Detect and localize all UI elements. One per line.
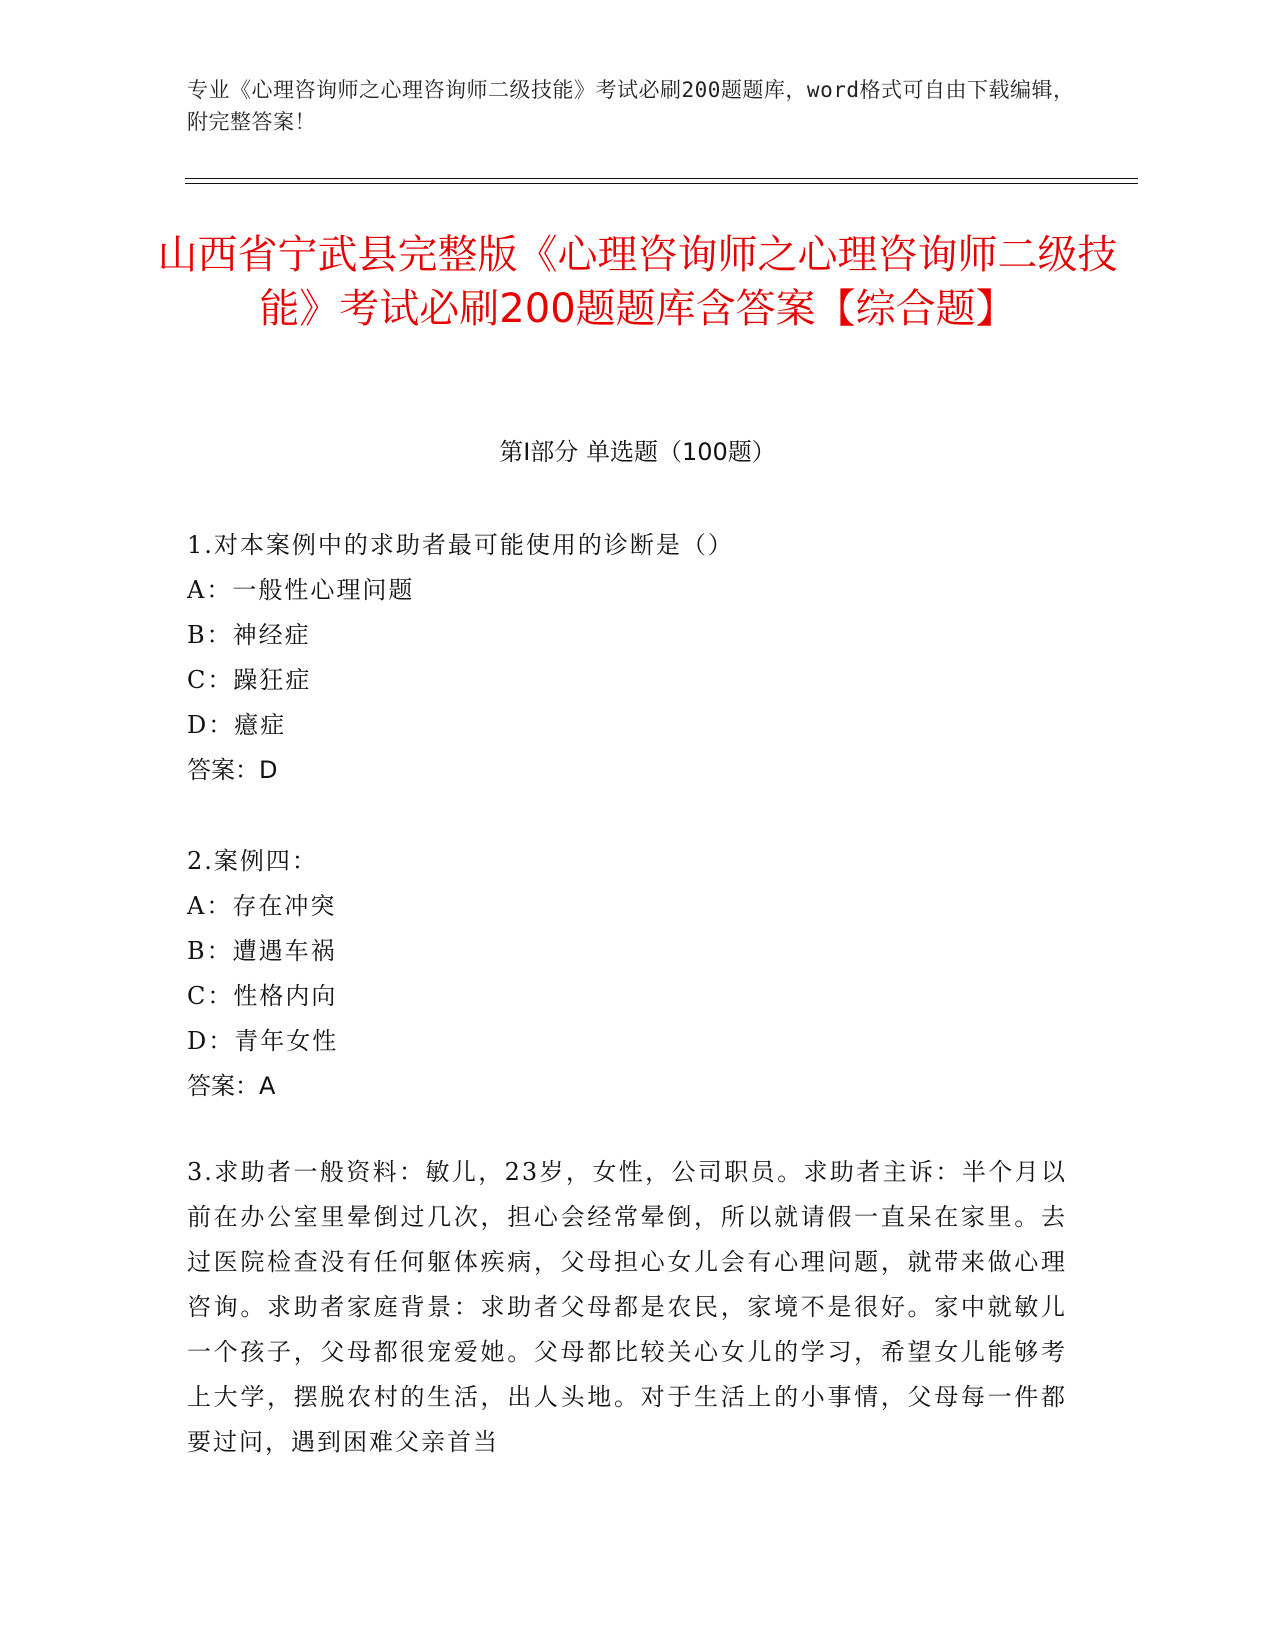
question-stem: 2.案例四： bbox=[187, 847, 318, 875]
question-1 bbox=[187, 523, 1067, 793]
question-stem: 1.对本案例中的求助者最可能使用的诊断是（） bbox=[187, 531, 734, 559]
answer-line: 答案：A bbox=[187, 1072, 276, 1100]
option-b: B：遭遇车祸 bbox=[187, 937, 337, 965]
document-title: 山西省宁武县完整版《心理咨询师之心理咨询师二级技能》考试必刷200题题库含答案【综合题】 bbox=[157, 232, 1118, 332]
option-c: C：性格内向 bbox=[187, 982, 338, 1010]
section-heading: 第Ⅰ部分 单选题（100题） bbox=[499, 438, 776, 466]
question-2 bbox=[187, 839, 1067, 1109]
option-d: D：癔症 bbox=[187, 711, 287, 739]
header-divider-top bbox=[185, 178, 1138, 179]
header-note: 专业《心理咨询师之心理咨询师二级技能》考试必刷200题题库，word格式可自由下载编辑，附完整答案！ bbox=[187, 78, 1075, 134]
question-stem: 3.求助者一般资料：敏儿，23岁，女性，公司职员。求助者主诉：半个月以前在办公室里晕倒过几次，担心会经常晕倒，所以就请假一直呆在家里。去过医院检查没有任何躯体疾病，父母担心女儿会有心理问题，就带来做心理咨询。求助者家庭背景：求助者父母都是农民，家境不是很好。家中就敏儿一个孩子，父母都很宠爱她。父母都比较关心女儿的学习，希望女儿能够考上大学，摆脱农村的生活，出人头地。对于生活上的小事情，父母每一件都要过问，遇到困难父亲首当 bbox=[187, 1158, 1067, 1456]
option-b: B：神经症 bbox=[187, 621, 311, 649]
header-divider-bottom bbox=[185, 183, 1138, 184]
option-c: C：躁狂症 bbox=[187, 666, 312, 694]
option-a: A：存在冲突 bbox=[187, 892, 337, 920]
option-a: A：一般性心理问题 bbox=[187, 576, 415, 604]
question-3 bbox=[187, 1150, 1067, 1465]
answer-line: 答案：D bbox=[187, 756, 278, 784]
option-d: D：青年女性 bbox=[187, 1027, 339, 1055]
